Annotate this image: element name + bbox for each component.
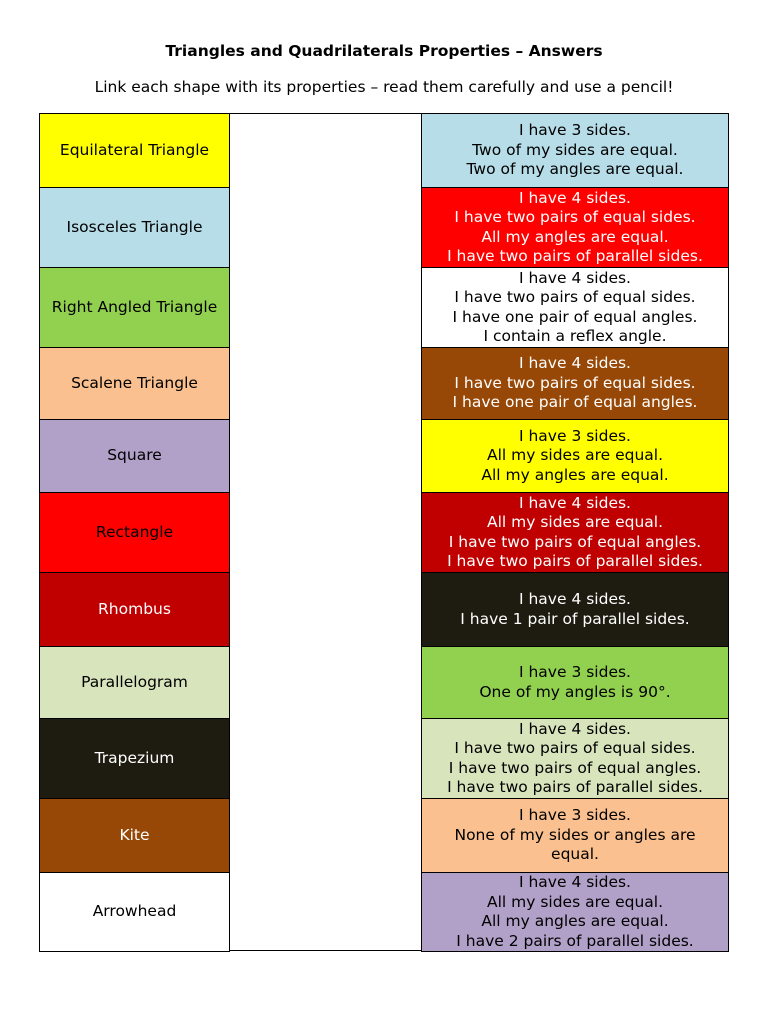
property-line: I contain a reflex angle.: [483, 327, 667, 345]
property-line: All my angles are equal.: [481, 912, 669, 930]
property-line: I have 4 sides.: [518, 268, 631, 287]
shape-label: Trapezium: [94, 748, 175, 767]
property-line: I have 4 sides.: [518, 493, 631, 512]
property-cell: [422, 348, 728, 420]
property-line: I have 4 sides.: [518, 590, 631, 608]
property-line: I have two pairs of equal sides.: [454, 208, 696, 226]
properties-column: [421, 113, 729, 952]
shape-label: Parallelogram: [81, 672, 188, 691]
shape-cell: [40, 420, 229, 493]
shape-cell: [40, 799, 229, 873]
property-line: I have 2 pairs of parallel sides.: [456, 931, 694, 950]
property-line: I have 1 pair of parallel sides.: [460, 609, 690, 628]
property-line: I have two pairs of parallel sides.: [447, 247, 703, 265]
property-cell: [422, 573, 728, 647]
property-line: All my sides are equal.: [486, 446, 664, 465]
property-line: I have one pair of equal angles.: [452, 307, 698, 326]
property-cell: [422, 420, 728, 493]
shape-label: Arrowhead: [92, 902, 177, 921]
shape-cell: [40, 188, 229, 268]
property-line: I have two pairs of equal sides.: [454, 373, 696, 392]
property-line: All my sides are equal.: [486, 892, 664, 911]
property-line: I have two pairs of equal angles.: [448, 532, 702, 551]
property-line: I have 3 sides.: [518, 806, 631, 825]
property-line: equal.: [551, 845, 599, 864]
shape-cell: [40, 114, 229, 188]
shape-label: Square: [107, 446, 162, 465]
property-line: Two of my sides are equal.: [472, 140, 678, 159]
shape-cell: [40, 647, 229, 719]
property-line: I have 4 sides.: [518, 188, 631, 207]
property-line: All my sides are equal.: [486, 513, 664, 531]
shape-cell: [40, 493, 229, 573]
property-line: None of my sides or angles are: [454, 825, 696, 844]
property-line: All my angles are equal.: [481, 465, 669, 484]
property-line: I have 4 sides.: [518, 354, 631, 373]
property-cell: [422, 873, 728, 951]
shape-cell: [40, 348, 229, 420]
shape-cell: [40, 873, 229, 951]
shape-label: Isosceles Triangle: [66, 217, 203, 236]
shape-label: Rectangle: [95, 522, 174, 541]
property-cell: [422, 268, 728, 348]
property-cell: [422, 188, 728, 268]
shape-cell: [40, 719, 229, 799]
property-line: I have 3 sides.: [518, 426, 631, 445]
shape-label: Kite: [119, 825, 150, 844]
property-line: I have one pair of equal angles.: [452, 393, 698, 412]
property-cell: [422, 719, 728, 799]
property-line: I have two pairs of parallel sides.: [447, 778, 703, 796]
shape-label: Scalene Triangle: [71, 373, 198, 392]
property-line: One of my angles is 90°.: [479, 682, 671, 701]
property-cell: [422, 647, 728, 719]
property-line: I have 4 sides.: [518, 873, 631, 891]
property-cell: [422, 114, 728, 188]
shape-label: Right Angled Triangle: [51, 297, 218, 316]
shape-cell: [40, 268, 229, 348]
page-title: Triangles and Quadrilaterals Properties – Answers: [165, 42, 603, 60]
property-line: I have two pairs of equal sides.: [454, 739, 696, 757]
property-line: I have two pairs of equal angles.: [448, 758, 702, 777]
shape-cell: [40, 573, 229, 647]
property-line: I have two pairs of parallel sides.: [447, 552, 703, 570]
shape-column: [39, 113, 230, 952]
shape-label: Rhombus: [98, 599, 171, 618]
shape-label: Equilateral Triangle: [59, 140, 210, 159]
property-cell: [422, 493, 728, 573]
property-line: Two of my angles are equal.: [466, 160, 684, 179]
instructions: Link each shape with its properties – read them carefully and use a pencil!: [94, 78, 674, 96]
property-cell: [422, 799, 728, 873]
property-line: All my angles are equal.: [481, 227, 669, 246]
property-line: I have two pairs of equal sides.: [454, 288, 696, 306]
property-line: I have 4 sides.: [518, 719, 631, 738]
linking-area[interactable]: [229, 113, 422, 951]
property-line: I have 3 sides.: [518, 121, 631, 140]
property-line: I have 3 sides.: [518, 663, 631, 681]
